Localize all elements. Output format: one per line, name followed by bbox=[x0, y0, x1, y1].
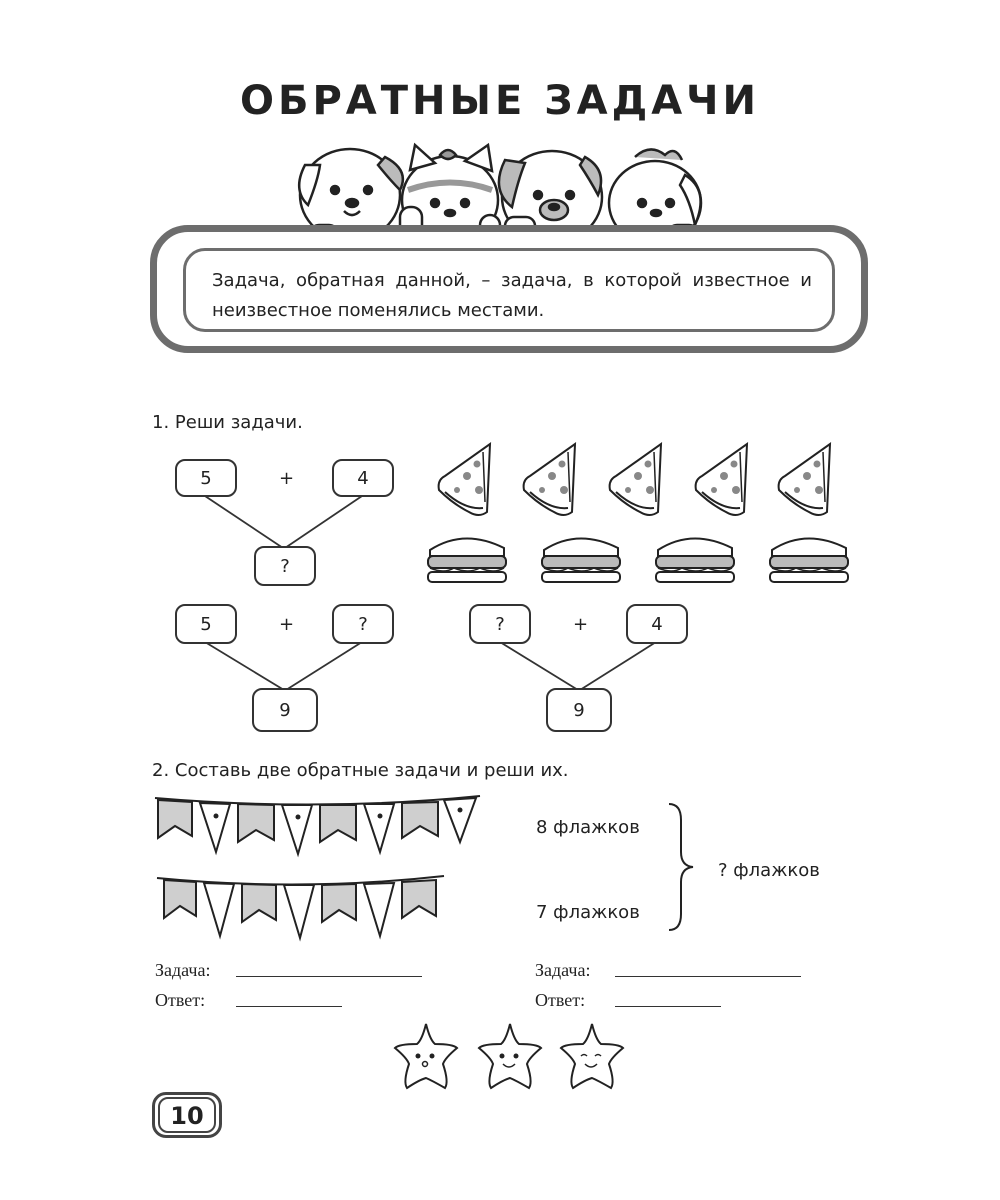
right-answer-label: Ответ: bbox=[535, 990, 586, 1010]
page-title: ОБРАТНЫЕ ЗАДАЧИ bbox=[240, 78, 760, 124]
scheme1-plus: + bbox=[279, 468, 295, 489]
scheme3-result-box: 9 bbox=[546, 688, 612, 732]
task1-instruction: 1. Реши задачи. bbox=[152, 412, 303, 433]
pizza-icon bbox=[779, 444, 830, 515]
star-icon bbox=[561, 1024, 623, 1088]
right-answer-line[interactable] bbox=[615, 1006, 721, 1007]
pizza-slices-row bbox=[430, 440, 840, 520]
scheme3-right-box: 4 bbox=[626, 604, 688, 644]
task2-instruction: 2. Составь две обратные задачи и реши их. bbox=[152, 760, 569, 781]
star-icon bbox=[479, 1024, 541, 1088]
scheme3-left-box: ? bbox=[469, 604, 531, 644]
pizza-icon bbox=[610, 444, 661, 515]
scheme2-result-box: 9 bbox=[252, 688, 318, 732]
scheme1-result-box: ? bbox=[254, 546, 316, 586]
pizza-icon bbox=[439, 444, 490, 515]
star-icon bbox=[395, 1024, 457, 1088]
right-task-line[interactable] bbox=[615, 976, 801, 977]
sandwich-icon bbox=[428, 538, 506, 582]
flags-total-label: ? флажков bbox=[718, 860, 820, 881]
page-number: 10 bbox=[158, 1097, 216, 1133]
scheme1-left-box: 5 bbox=[175, 459, 237, 497]
scheme2-plus: + bbox=[279, 614, 295, 635]
rule-definition-text: Задача, обратная данной, – задача, в которой известное и неизвестное поменялись местами. bbox=[212, 270, 812, 321]
flags-top-label: 8 флажков bbox=[536, 817, 640, 838]
left-task-label: Задача: bbox=[155, 960, 211, 980]
garland-top bbox=[150, 790, 490, 870]
left-answer-label: Ответ: bbox=[155, 990, 206, 1010]
flags-bottom-label: 7 флажков bbox=[536, 902, 640, 923]
scheme2-right-box: ? bbox=[332, 604, 394, 644]
garland-bottom bbox=[152, 870, 452, 950]
sandwich-icon bbox=[770, 538, 848, 582]
scheme3-plus: + bbox=[573, 614, 589, 635]
left-answer-line[interactable] bbox=[236, 1006, 342, 1007]
sandwich-icon bbox=[542, 538, 620, 582]
right-task-label: Задача: bbox=[535, 960, 591, 980]
scheme1-right-box: 4 bbox=[332, 459, 394, 497]
stars-decoration bbox=[385, 1022, 635, 1092]
left-task-line[interactable] bbox=[236, 976, 422, 977]
pizza-icon bbox=[696, 444, 747, 515]
pizza-icon bbox=[524, 444, 575, 515]
sandwich-icon bbox=[656, 538, 734, 582]
scheme2-left-box: 5 bbox=[175, 604, 237, 644]
curly-brace-icon bbox=[665, 800, 705, 935]
sandwiches-row bbox=[420, 528, 860, 588]
